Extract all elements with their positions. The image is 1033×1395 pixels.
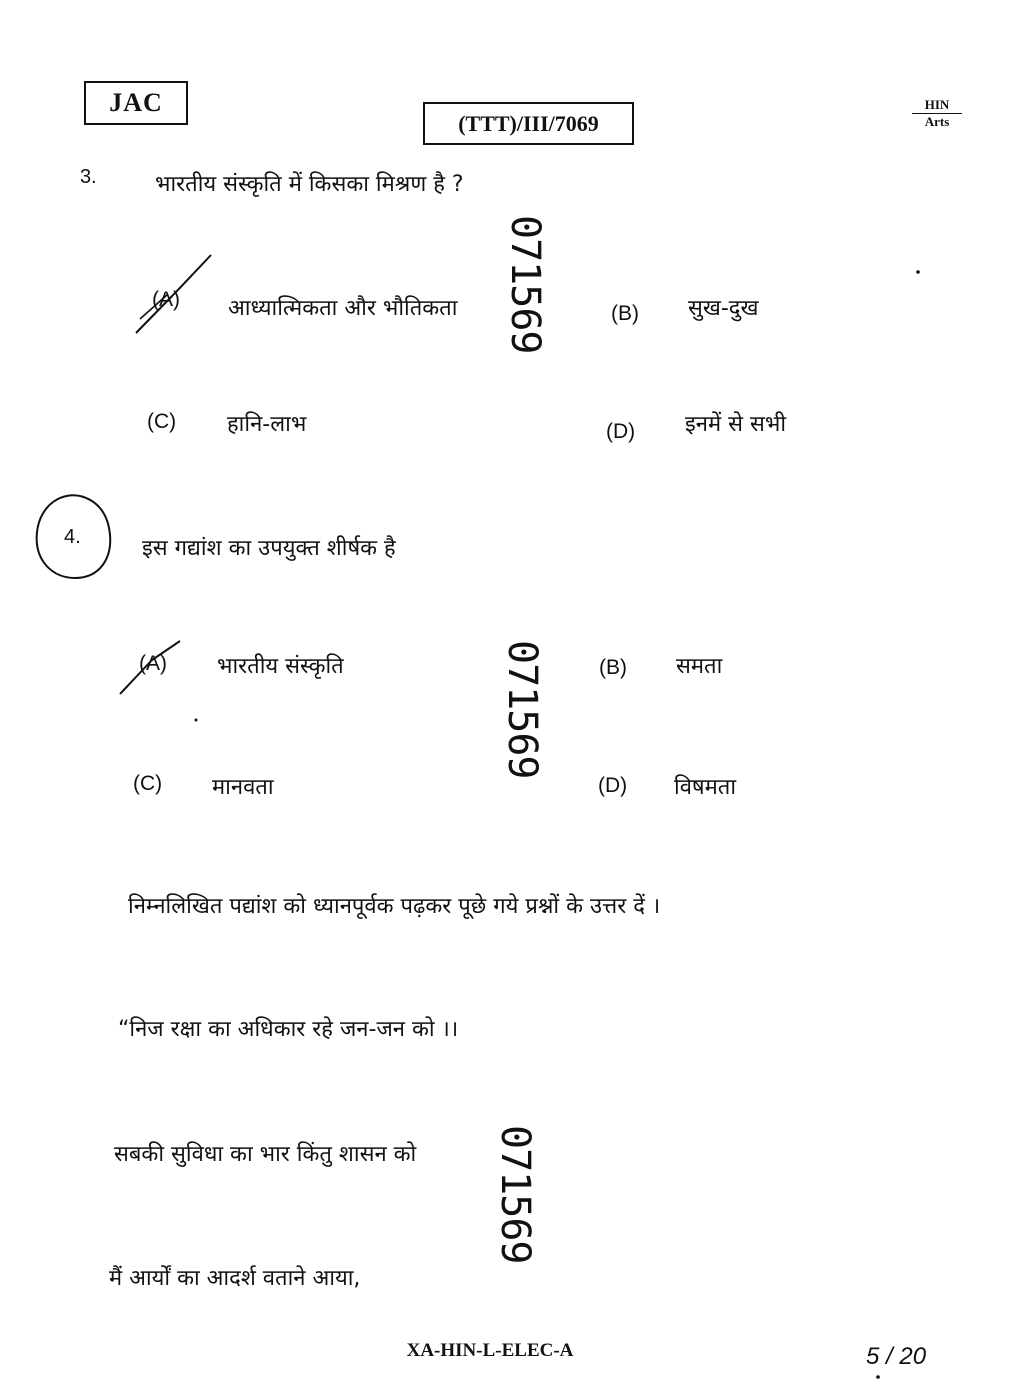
board-logo: JAC xyxy=(84,81,188,125)
option-letter: (C) xyxy=(147,410,177,433)
question-number: 3. xyxy=(80,166,97,188)
option-text: विषमता xyxy=(674,775,737,800)
option-text: समता xyxy=(676,654,723,679)
paper-code: (TTT)/III/7069 xyxy=(423,102,634,145)
page-number: 5 / 20 xyxy=(866,1343,927,1370)
option-text: भारतीय संस्कृति xyxy=(217,654,344,679)
option-text: इनमें से सभी xyxy=(685,412,787,437)
serial-stamp: 071569 xyxy=(499,640,545,779)
stream-label: Arts xyxy=(924,114,950,129)
question-text: भारतीय संस्कृति में किसका मिश्रण है ? xyxy=(155,172,464,197)
serial-stamp: 071569 xyxy=(492,1125,538,1264)
option-text: आध्यात्मिकता और भौतिकता xyxy=(228,296,458,321)
poem-line: “निज रक्षा का अधिकार रहे जन-जन को ।। xyxy=(118,1017,459,1042)
poem-line: मैं आर्यों का आदर्श वताने आया, xyxy=(109,1266,361,1291)
tick-mark xyxy=(136,255,211,333)
ink-dot xyxy=(916,270,920,274)
question-number: 4. xyxy=(64,526,81,548)
ink-dot xyxy=(876,1375,880,1379)
serial-stamp: 071569 xyxy=(502,215,548,354)
answer-circle xyxy=(37,495,111,578)
option-text: मानवता xyxy=(212,775,274,800)
footer-paper-code: XA-HIN-L-ELEC-A xyxy=(406,1340,574,1361)
question-text: इस गद्यांश का उपयुक्त शीर्षक है xyxy=(142,536,396,561)
option-letter: (A) xyxy=(139,652,167,675)
subject-code: HIN xyxy=(912,98,962,114)
option-letter: (D) xyxy=(606,420,636,443)
option-letter: (B) xyxy=(611,302,639,325)
option-text: हानि-लाभ xyxy=(227,412,307,437)
option-letter: (B) xyxy=(599,656,627,679)
option-letter: (C) xyxy=(133,772,163,795)
poem-line: सबकी सुविधा का भार किंतु शासन को xyxy=(114,1142,417,1167)
option-letter: (A) xyxy=(152,288,180,311)
option-text: सुख-दुख xyxy=(688,296,759,321)
passage-instruction: निम्नलिखित पद्यांश को ध्यानपूर्वक पढ़कर पूछे गये प्रश्नों के उत्तर दें । xyxy=(128,894,661,919)
ink-dot xyxy=(195,719,198,722)
option-letter: (D) xyxy=(598,774,628,797)
tick-mark xyxy=(120,641,180,694)
